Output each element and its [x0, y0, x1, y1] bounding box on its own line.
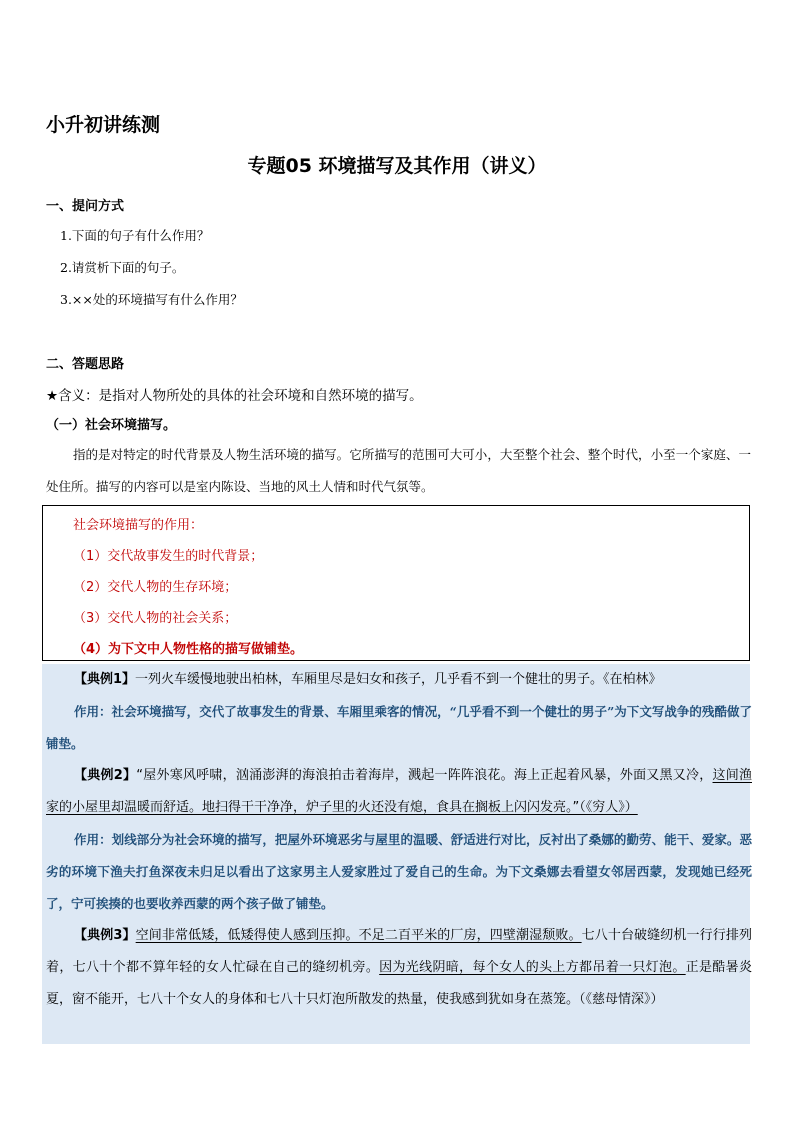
example-1-note: 作用：社会环境描写，交代了故事发生的背景、车厢里乘客的情况，“几乎看不到一个健壮的男子”为下文写战争的残酷做了铺垫。 [46, 704, 752, 751]
function-box [42, 505, 750, 661]
example-3-text-b: 七八十台破缝纫机一行行排列着，七八十个都不算年轻的女人忙碌在自己的缝纫机旁。 [46, 928, 752, 975]
function-item-2: （2）交代人物的生存环境； [73, 580, 238, 595]
example-2-text-b: 这间渔家的小屋里却温暖而舒适。地扫得干干净净，炉子里的火还没有熄，食具在搁板上闪闪发亮。”（《穷人》） [46, 768, 752, 815]
function-box-heading: 社会环境描写的作用： [73, 518, 204, 533]
example-2 [46, 760, 752, 824]
example-1-tag: 【典例1】 [74, 672, 136, 687]
example-3-tag: 【典例3】 [74, 928, 136, 943]
section2-title: 二、答题思路 [46, 357, 125, 372]
question-2: 2.请赏析下面的句子。 [60, 260, 185, 275]
subsection1-title: （一）社会环境描写。 [46, 418, 177, 433]
example-1-text: 一列火车缓慢地驶出柏林，车厢里尽是妇女和孩子，几乎看不到一个健壮的男子。《在柏林》 [135, 672, 662, 687]
question-3: 3.××处的环境描写有什么作用？ [60, 292, 243, 307]
example-3 [46, 920, 752, 1016]
example-2-note: 作用：划线部分为社会环境的描写，把屋外环境恶劣与屋里的温暖、舒适进行对比，反衬出了桑娜的勤劳、能干、爱家。恶劣的环境下渔夫打鱼深夜未归足以看出了这家男主人爱家胜过了爱自己的生命。为下文桑娜去看望女邻居西蒙，发现她已经死了，宁可挨揍的也要收养西蒙的两个孩子做了铺垫。 [46, 832, 752, 911]
example-2-tag: 【典例2】 [74, 768, 137, 783]
example-1 [46, 664, 752, 696]
function-item-1: （1）交代故事发生的时代背景； [73, 549, 264, 564]
section1-title: 一、提问方式 [46, 199, 125, 214]
question-1: 1.下面的句子有什么作用？ [60, 228, 210, 243]
function-item-3: （3）交代人物的社会关系； [73, 611, 238, 626]
example-3-text-d: 正是酷暑炎夏，窗不能开，七八十个女人的身体和七八十只灯泡所散发的热量，使我感到犹如身在蒸笼。（《慈母情深》） [46, 960, 752, 1007]
series-title: 小升初讲练测 [46, 114, 161, 136]
document-title: 专题05 环境描写及其作用（讲义） [247, 155, 547, 177]
function-item-4: （4）为下文中人物性格的描写做铺垫。 [73, 642, 304, 657]
example-3-text-c: 因为光线阴暗，每个女人的头上方都吊着一只灯泡。 [379, 960, 686, 975]
example-2-text-a: “屋外寒风呼啸，汹涌澎湃的海浪拍击着海岸，溅起一阵阵浪花。海上正起着风暴，外面又黑又冷， [136, 768, 713, 783]
example-3-text-a: 空间非常低矮，低矮得使人感到压抑。不足二百平米的厂房，四壁潮湿颓败。 [135, 928, 582, 943]
subsection1-paragraph: 指的是对特定的时代背景及人物生活环境的描写。它所描写的范围可大可小，大至整个社会、整个时代，小至一个家庭、一处住所。描写的内容可以是室内陈设、当地的风土人情和时代气氛等。 [46, 447, 751, 494]
definition: ★含义：是指对人物所处的具体的社会环境和自然环境的描写。 [46, 388, 423, 404]
